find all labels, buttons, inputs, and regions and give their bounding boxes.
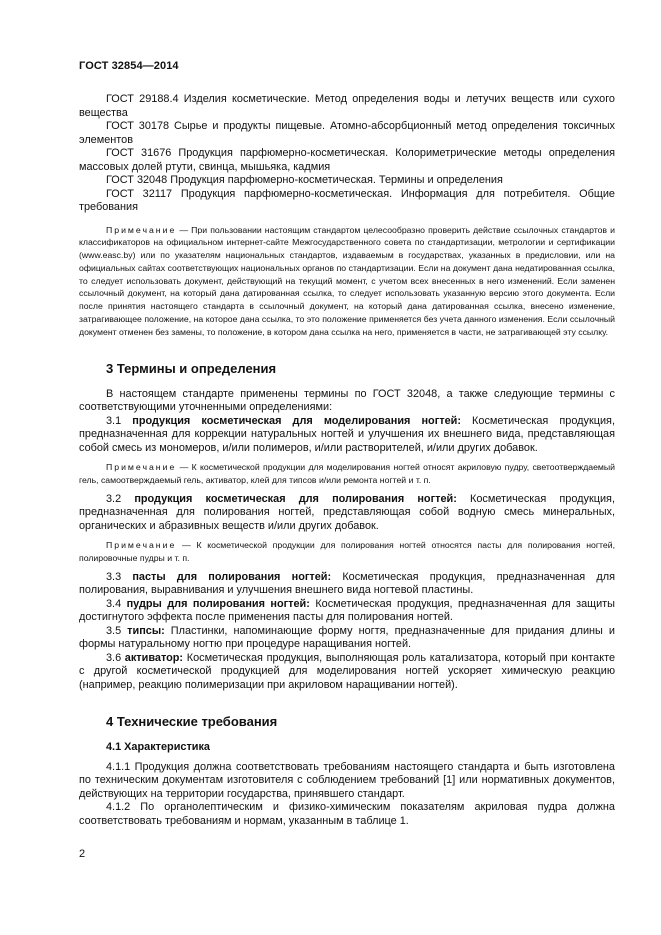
note-references	[79, 224, 615, 339]
note-3-2	[79, 539, 615, 565]
term-name: пудры для полирования ногтей:	[126, 597, 310, 610]
section-4-title: 4 Технические требования	[106, 714, 278, 730]
note-text: — При пользовании настоящим стандартом целесообразно проверить действие ссылочных стандартов и классификаторов на официальном интернет-сайте Межгосударственного совета по стандартизации, метрологии и сертификации (www.easc.by) или по указателям национальных стандартов, издаваемым в государствах, указанных в предисловии, или на официальных сайтах соответствующих национальных органов по стандартизации. Если на документ дана недатированная ссылка, то следует использовать документ, действующий на текущий момент, с учетом всех внесенных в него изменений. Если заменен ссылочный документ, на который дана датированная ссылка, то следует использовать указанную версию этого документа. Если после принятия настоящего стандарта в ссылочный документ, на который дана датированная ссылка, внесено изменение, затрагивающее положение, на которое дана ссылка, то это положение применяется без учета данного изменения. Если ссылочный документ отменен без замены, то положение, в котором дана ссылка на него, применяется в части, не затрагивающей эту ссылку.	[79, 224, 615, 337]
term-name: активатор:	[124, 651, 184, 664]
term-3-2: 3.2 продукция косметическая для полирования ногтей: Косметическая продукция, предназначенная для полирования ногтей, представляющая собой водную смесь минеральных, органических и абразивных веществ и/или других добавок.	[79, 492, 615, 532]
term-3-1: 3.1 продукция косметическая для моделирования ногтей: Косметическая продукция, предназначенная для коррекции натуральных ногтей и улучшения их внешнего вида, представляющая собой смесь из мономеров, и/или полимеров, и/или растворителей, и/или других добавок.	[79, 414, 615, 454]
term-3-6: 3.6 активатор: Косметическая продукция, выполняющая роль катализатора, который при контакте с другой косметической продукцией для моделирования ногтей ускоряет химическую реакцию (например, реакцию полимеризации при акриловом наращивании ногтей).	[79, 651, 616, 691]
note-text: — К косметической продукции для моделирования ногтей относят акриловую пудру, светоотверждаемый гель, самоотверждаемый гель, активатор, клей для типсов и/или ремонта ногтей и т. п.	[79, 462, 615, 485]
section-3-title: 3 Термины и определения	[106, 360, 277, 376]
term-name: продукция косметическая для моделирования ногтей:	[132, 414, 461, 427]
section-3-intro: В настоящем стандарте применены термины по ГОСТ 32048, а также следующие термины с соответствующими уточненными определениями:	[79, 387, 615, 414]
reference-item: ГОСТ 29188.4 Изделия косметические. Метод определения воды и летучих веществ или сухого вещества	[79, 93, 615, 119]
note-text: — К косметической продукции для полирования ногтей относятся пасты для полирования ногтей, полировочные пудры и т. п.	[79, 540, 615, 564]
reference-item: ГОСТ 30178 Сырье и продукты пищевые. Атомно-абсорбционный метод определения токсичных элементов	[79, 120, 615, 146]
term-name: продукция косметическая для полирования ногтей:	[134, 492, 457, 505]
term-name: пасты для полирования ногтей:	[132, 570, 332, 583]
reference-item: ГОСТ 32117 Продукция парфюмерно-косметическая. Информация для потребителя. Общие требования	[79, 187, 615, 213]
reference-item: ГОСТ 31676 Продукция парфюмерно-косметическая. Колориметрические методы определения массовых долей ртути, свинца, мышьяка, кадмия	[79, 147, 615, 173]
term-name: типсы:	[127, 624, 165, 637]
paragraph-4-1-2: 4.1.2 По органолептическим и физико-химическим показателям акриловая пудра должна соответствовать требованиям и нормам, указанным в таблице 1.	[79, 801, 615, 827]
document-body	[79, 93, 615, 828]
note-label: Примечание	[106, 224, 177, 235]
note-label: Примечание	[106, 540, 177, 551]
note-label: Примечание	[106, 462, 177, 473]
reference-item: ГОСТ 32048 Продукция парфюмерно-косметическая. Термины и определения	[106, 174, 503, 186]
term-3-4: 3.4 пудры для полирования ногтей: Косметическая продукция, предназначенная для защиты достигнутого эффекта после применения пасты для полирования ногтей.	[79, 597, 615, 624]
note-3-1	[79, 461, 615, 487]
paragraph-4-1-1: 4.1.1 Продукция должна соответствовать требованиям настоящего стандарта и быть изготовлена по техническим документам изготовителя с соблюдением требований [1] или нормативных документов, действующих на территории государства, принявшего стандарт.	[79, 760, 615, 800]
term-3-5: 3.5 типсы: Пластинки, напоминающие форму ногтя, предназначенные для придания длины и формы натуральному ногтю при процедуре наращивания ногтей.	[79, 624, 615, 651]
term-3-3: 3.3 пасты для полирования ногтей: Косметическая продукция, предназначенная для полирования, выравнивания и улучшения внешнего вида ногтевой пластины.	[79, 570, 615, 597]
subsection-4-1-title: 4.1 Характеристика	[106, 741, 210, 754]
page-number: 2	[79, 848, 86, 860]
document-header: ГОСТ 32854—2014	[79, 60, 179, 72]
